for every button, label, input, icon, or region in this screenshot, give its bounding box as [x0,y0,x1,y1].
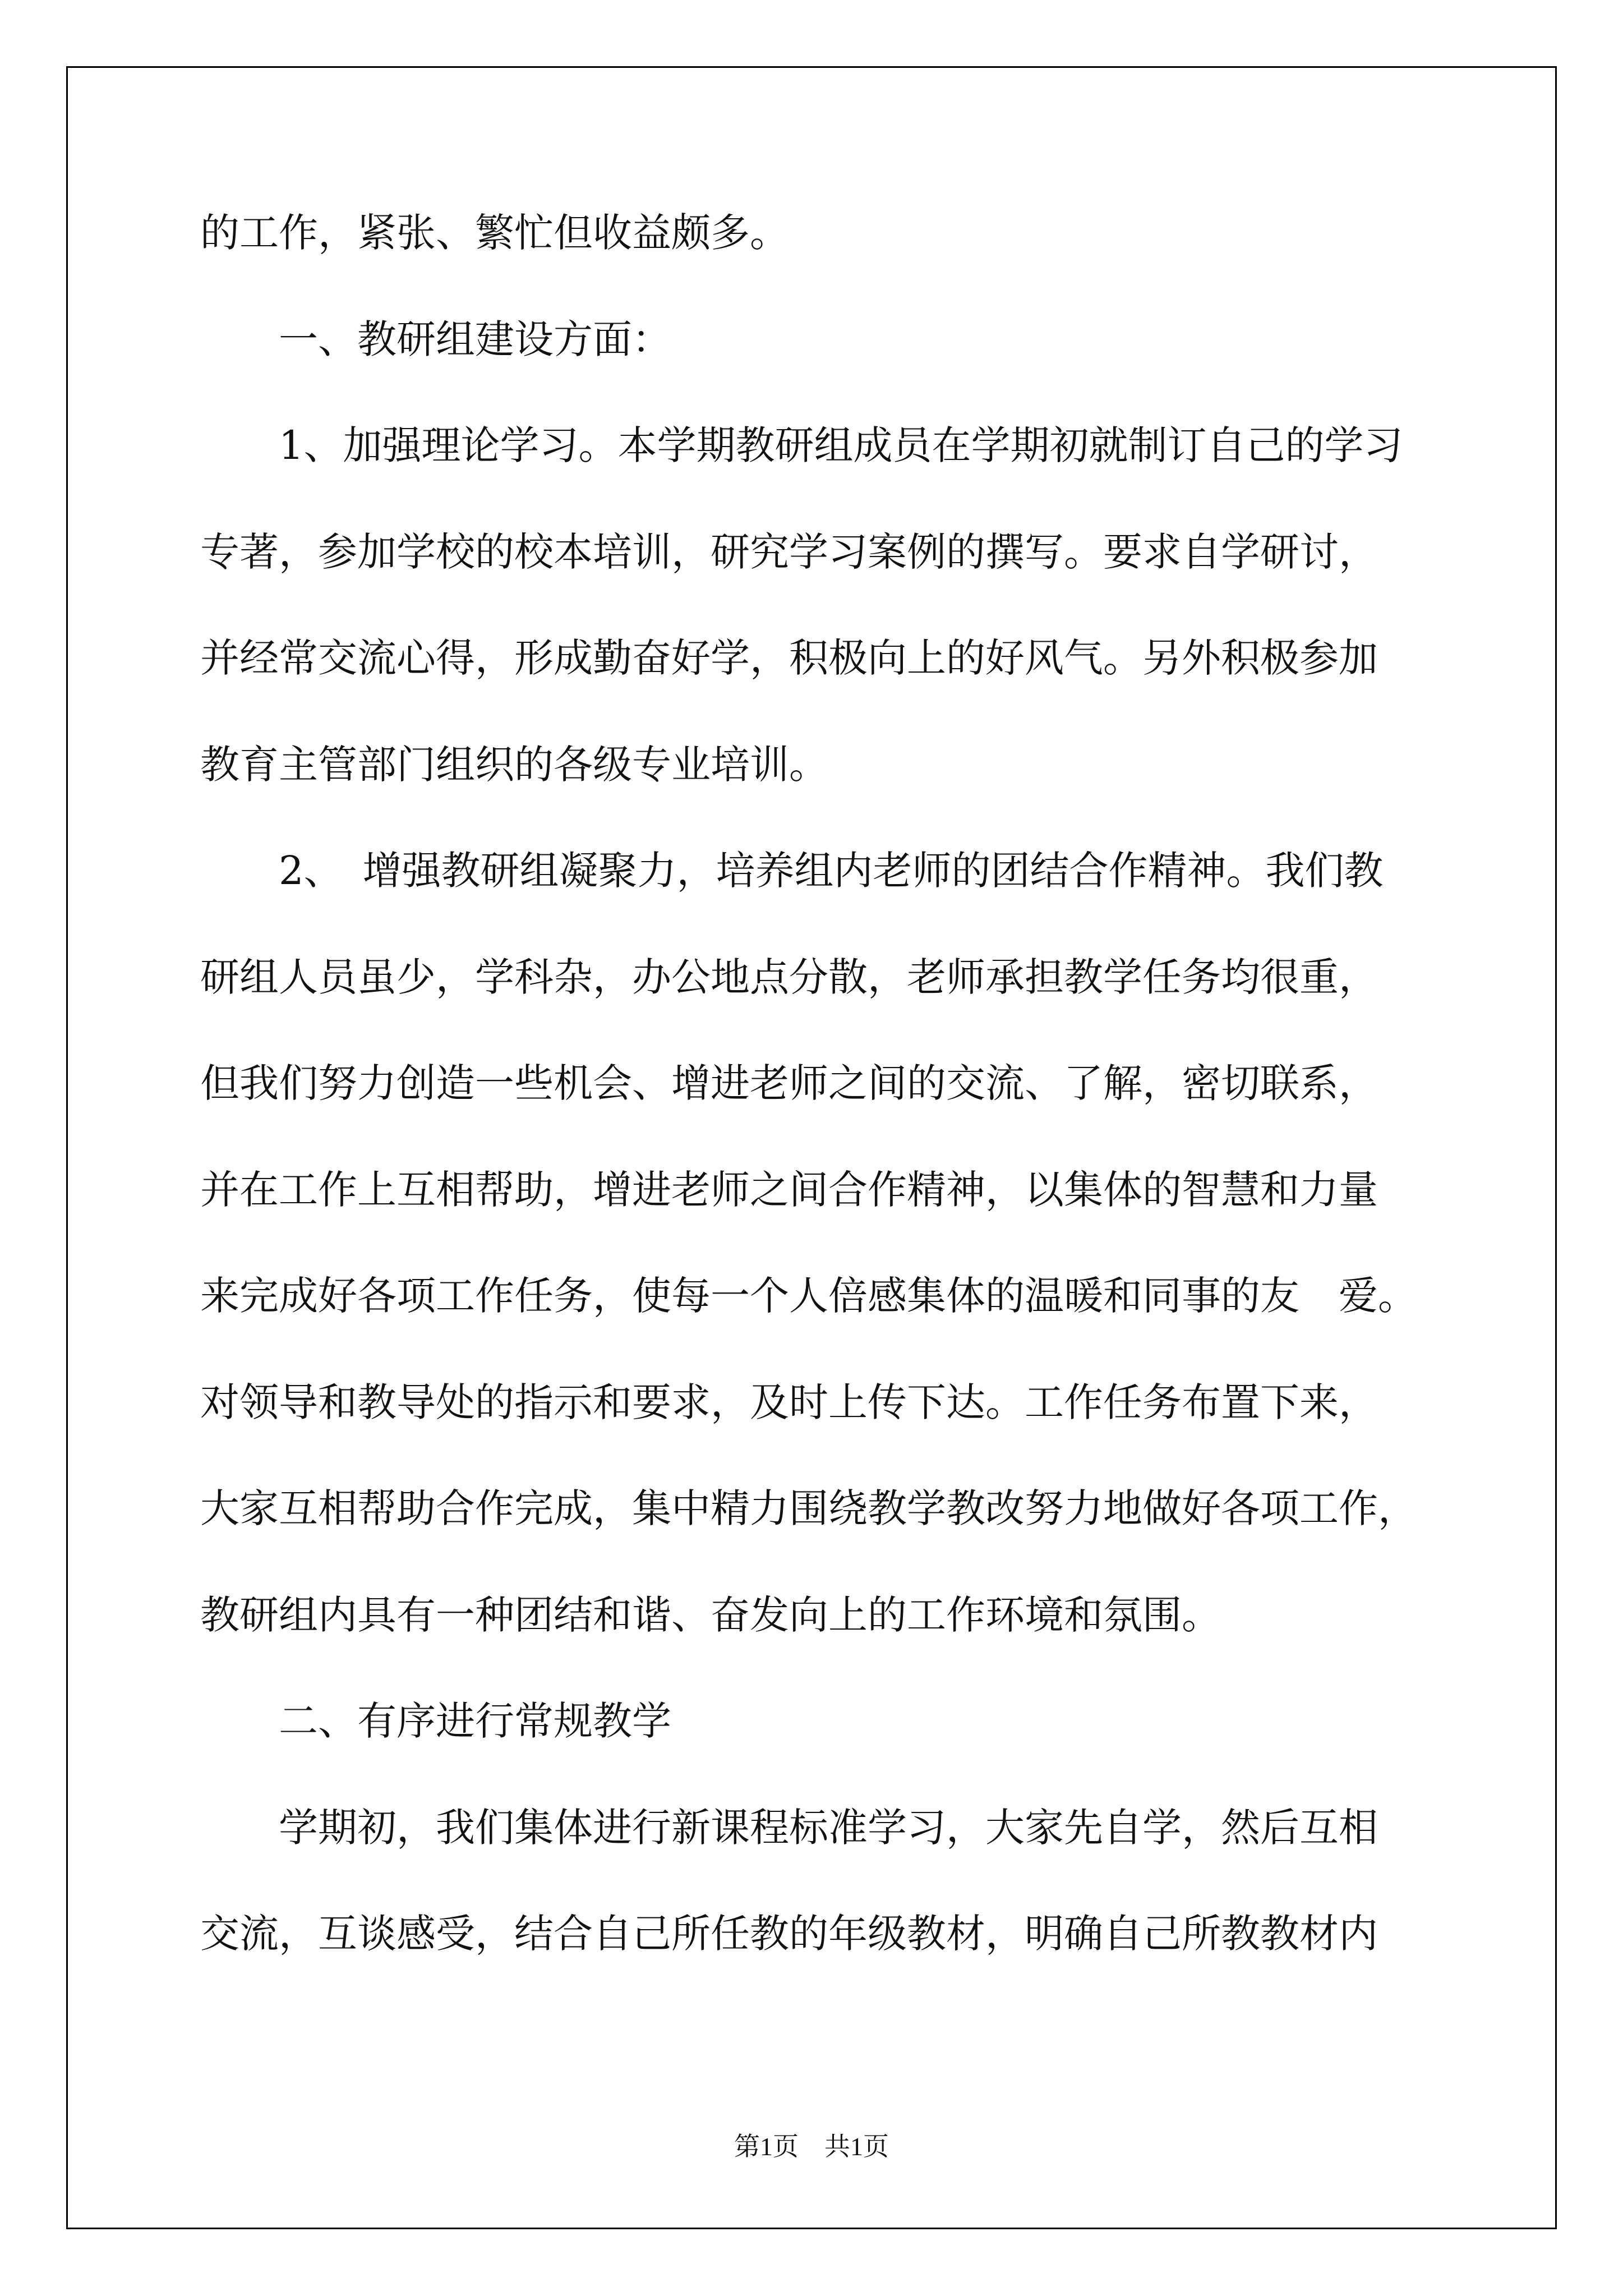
text-line: 来完成好各项工作任务，使每一个人倍感集体的温暖和同事的友 爱。 [200,1273,1417,1319]
text-line: 研组人员虽少，学科杂，办公地点分散，老师承担教学任务均很重， [200,954,1378,1000]
page-border [66,66,1557,2229]
heading-1-team-building: 一、教研组建设方面： [200,316,671,362]
text-line: 学期初，我们集体进行新课程标准学习，大家先自学，然后互相 [200,1804,1378,1851]
text-line: 1、加强理论学习。本学期教研组成员在学期初就制订自己的学习 [200,422,1403,468]
text-line: 交流，互谈感受，结合自己所任教的年级教材，明确自己所教教材内 [200,1911,1378,1957]
text-line: 教研组内具有一种团结和谐、奋发向上的工作环境和氛围。 [200,1591,1221,1638]
text-line: 但我们努力创造一些机会、增进老师之间的交流、了解，密切联系， [200,1060,1378,1106]
text-line: 对领导和教导处的指示和要求，及时上传下达。工作任务布置下来， [200,1379,1378,1425]
page-number-footer: 第1页 共1页 [734,2132,889,2161]
text-line: 专著，参加学校的校本培训，研究学习案例的撰写。要求自学研讨， [200,528,1378,575]
text-line: 教育主管部门组织的各级专业培训。 [200,741,828,788]
text-line: 大家互相帮助合作完成，集中精力围绕教学教改努力地做好各项工作， [200,1485,1417,1531]
text-line: 并经常交流心得，形成勤奋好学，积极向上的好风气。另外积极参加 [200,635,1378,681]
text-line: 2、 增强教研组凝聚力，培养组内老师的团结合作精神。我们教 [200,848,1384,894]
text-line: 的工作，紧张、繁忙但收益颇多。 [200,210,789,256]
text-line: 并在工作上互相帮助，增进老师之间合作精神，以集体的智慧和力量 [200,1166,1378,1213]
heading-2-routine-teaching: 二、有序进行常规教学 [200,1698,671,1744]
